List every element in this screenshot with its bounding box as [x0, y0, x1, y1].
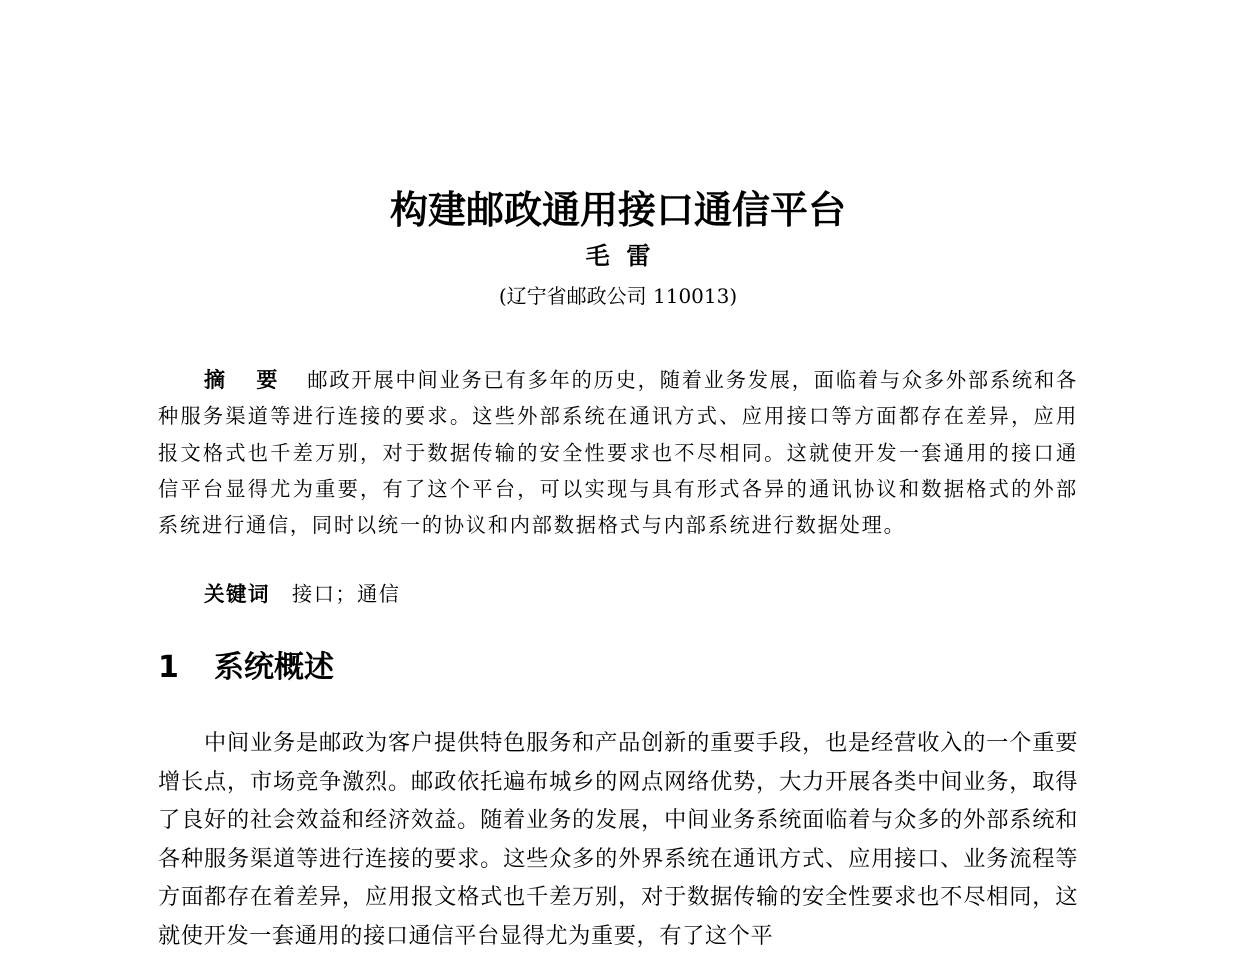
paper-title: 构建邮政通用接口通信平台 — [389, 188, 846, 232]
author-name: 毛 雷 — [585, 242, 651, 270]
section-number: 1 — [158, 650, 179, 685]
keywords — [204, 576, 400, 612]
body-paragraph: 中间业务是邮政为客户提供特色服务和产品创新的重要手段，也是经营收入的一个重要增长点，市场竞争激烈。邮政依托遍布城乡的网点网络优势，大力开展各类中间业务，取得了良好的社会效益和经济效益。随着业务的发展，中间业务系统面临着与众多的外部系统和各种服务渠道等进行连接的要求。这些众多的外界系统在通讯方式、应用接口、业务流程等方面都存在着差异，应用报文格式也千差万别，对于数据传输的安全性要求也不尽相同，这就使开发一套通用的接口通信平台显得尤为重要，有了这个平 — [158, 730, 1078, 949]
abstract-label: 摘 要 — [204, 368, 290, 392]
keywords-text: 接口；通信 — [292, 582, 401, 606]
section-heading — [158, 644, 334, 692]
keywords-label: 关键词 — [204, 582, 270, 606]
author-affiliation: (辽宁省邮政公司 110013) — [498, 284, 738, 308]
abstract-text: 邮政开展中间业务已有多年的历史，随着业务发展，面临着与众多外部系统和各种服务渠道等进行连接的要求。这些外部系统在通讯方式、应用接口等方面都存在差异，应用报文格式也千差万别，对于数据传输的安全性要求也不尽相同。这就使开发一套通用的接口通信平台显得尤为重要，有了这个平台，可以实现与具有形式各异的通讯协议和数据格式的外部系统进行通信，同时以统一的协议和内部数据格式与内部系统进行数据处理。 — [158, 368, 1078, 538]
section-title: 系统概述 — [214, 650, 334, 685]
abstract — [158, 362, 1078, 543]
